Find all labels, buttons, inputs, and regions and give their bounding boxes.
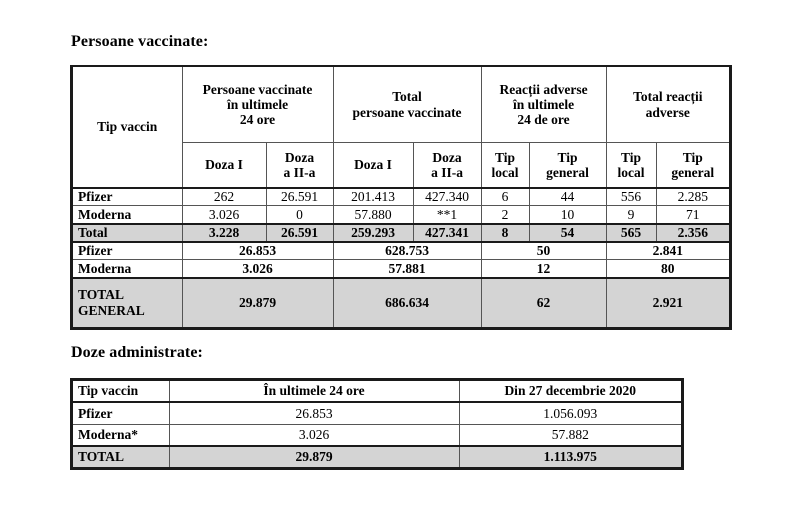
header-line-1: Tip [557, 149, 578, 165]
header-line-2: a II-a [283, 164, 316, 180]
table-row-total [72, 446, 682, 468]
cell-doza1-24h: 3.026 [182, 206, 266, 224]
cell-reactii-local-24h: 6 [481, 188, 529, 206]
header-line-1: Tip [495, 149, 516, 165]
page-title-doze-administrate: Doze administrate: [71, 344, 203, 361]
table-row [72, 402, 682, 424]
header-line-3: 24 ore [239, 112, 276, 128]
header-tip-local-24h [481, 143, 529, 188]
cell-reactii-general-total: 71 [656, 206, 730, 224]
header-line-1: Doza [284, 149, 315, 165]
header-line-2: general [546, 164, 589, 180]
header-line-1: Reacții adverse [499, 81, 588, 97]
row-label: Pfizer [72, 242, 182, 260]
header-ultimele-24-ore: În ultimele 24 ore [169, 380, 459, 402]
row-label: Moderna [72, 260, 182, 278]
header-line-2: în ultimele [512, 96, 575, 112]
cell-reactii-local-total: 556 [606, 188, 656, 206]
row-label-total: TOTAL [72, 446, 169, 468]
cell-reactii-total: 2.841 [606, 242, 730, 260]
row-label: Moderna [72, 206, 182, 224]
header-line-1: Total reacții [633, 89, 703, 105]
cell-vaccinate-total: 628.753 [333, 242, 481, 260]
header-tip-vaccin [72, 67, 182, 188]
row-label-grand-total [72, 278, 182, 328]
header-label: Doza I [354, 157, 392, 173]
cell-vaccinate-total: 57.881 [333, 260, 481, 278]
header-line-3: 24 de ore [517, 112, 570, 128]
header-persoane-vaccinate-24h [182, 67, 333, 143]
header-line-2: persoane vaccinate [352, 104, 462, 120]
header-doza-i-total [333, 143, 413, 188]
cell-reactii-local-total: 9 [606, 206, 656, 224]
cell-doza2-total: **1 [413, 206, 481, 224]
header-line-2: în ultimele [226, 96, 289, 112]
header-doza-i-24h [182, 143, 266, 188]
table-row-merged [72, 260, 730, 278]
header-line-1: Tip [682, 149, 703, 165]
cell-doza2-24h: 26.591 [266, 188, 333, 206]
row-label: Pfizer [72, 188, 182, 206]
header-line-2: local [491, 164, 519, 180]
header-line-1: Total [392, 89, 422, 105]
header-doza-ii-24h [266, 143, 333, 188]
cell-vaccinate-24h: 26.853 [182, 242, 333, 260]
header-tip-vaccin: Tip vaccin [72, 380, 169, 402]
table-row [72, 188, 730, 206]
row-label: Total [72, 224, 182, 242]
table-doze-administrate [71, 379, 683, 469]
header-reactii-adverse-24h [481, 67, 606, 143]
cell-ultimele-24: 26.853 [169, 402, 459, 424]
cell-doza2-24h: 26.591 [266, 224, 333, 242]
table-row-total [72, 224, 730, 242]
cell-reactii-general-24h: 10 [529, 206, 606, 224]
table-row-merged [72, 242, 730, 260]
page-title-persoane-vaccinate: Persoane vaccinate: [71, 33, 209, 50]
cell-reactii-general-total: 2.356 [656, 224, 730, 242]
header-tip-general-total [656, 143, 730, 188]
cell-ultimele-24: 3.026 [169, 424, 459, 446]
cell-doza1-24h: 3.228 [182, 224, 266, 242]
header-line-2: general [671, 164, 715, 180]
header-total-persoane-vaccinate [333, 67, 481, 143]
table-persoane-vaccinate [71, 66, 731, 329]
cell-doza1-total: 57.880 [333, 206, 413, 224]
cell-reactii-general-total: 2.285 [656, 188, 730, 206]
cell-reactii-local-24h: 8 [481, 224, 529, 242]
cell-doza1-total: 201.413 [333, 188, 413, 206]
cell-din-27-dec: 57.882 [459, 424, 682, 446]
header-line-2: a II-a [431, 164, 463, 180]
cell-din-27-dec: 1.056.093 [459, 402, 682, 424]
row-label: Pfizer [72, 402, 169, 424]
cell-doza1-total: 259.293 [333, 224, 413, 242]
table-row [72, 424, 682, 446]
cell-reactii-total: 80 [606, 260, 730, 278]
table-row-grand-total [72, 278, 730, 328]
cell-vaccinate-total: 686.634 [333, 278, 481, 328]
header-label: Doza I [205, 157, 243, 173]
header-tip-local-total [606, 143, 656, 188]
cell-vaccinate-24h: 3.026 [182, 260, 333, 278]
cell-reactii-24h: 62 [481, 278, 606, 328]
cell-din-27-dec: 1.113.975 [459, 446, 682, 468]
header-doza-ii-total [413, 143, 481, 188]
header-line-1: Tip [621, 149, 642, 165]
header-tip-vaccin-label: Tip vaccin [97, 119, 158, 135]
cell-reactii-24h: 12 [481, 260, 606, 278]
row-label: Moderna* [72, 424, 169, 446]
cell-reactii-24h: 50 [481, 242, 606, 260]
table-header-row [72, 380, 682, 402]
header-line-1: Persoane vaccinate [202, 81, 313, 97]
label-line-2: GENERAL [78, 302, 145, 318]
table-row [72, 206, 730, 224]
cell-doza2-total: 427.340 [413, 188, 481, 206]
cell-doza2-total: 427.341 [413, 224, 481, 242]
cell-doza2-24h: 0 [266, 206, 333, 224]
cell-reactii-general-24h: 44 [529, 188, 606, 206]
label-line-1: TOTAL [78, 287, 125, 303]
cell-reactii-total: 2.921 [606, 278, 730, 328]
cell-reactii-local-24h: 2 [481, 206, 529, 224]
cell-reactii-local-total: 565 [606, 224, 656, 242]
cell-reactii-general-24h: 54 [529, 224, 606, 242]
cell-doza1-24h: 262 [182, 188, 266, 206]
header-tip-general-24h [529, 143, 606, 188]
header-line-1: Doza [432, 149, 462, 165]
cell-vaccinate-24h: 29.879 [182, 278, 333, 328]
header-total-reactii-adverse [606, 67, 730, 143]
header-din-27-decembrie: Din 27 decembrie 2020 [459, 380, 682, 402]
header-line-2: local [617, 164, 645, 180]
cell-ultimele-24: 29.879 [169, 446, 459, 468]
table-header-row-top [72, 67, 730, 143]
header-line-2: adverse [645, 104, 690, 120]
